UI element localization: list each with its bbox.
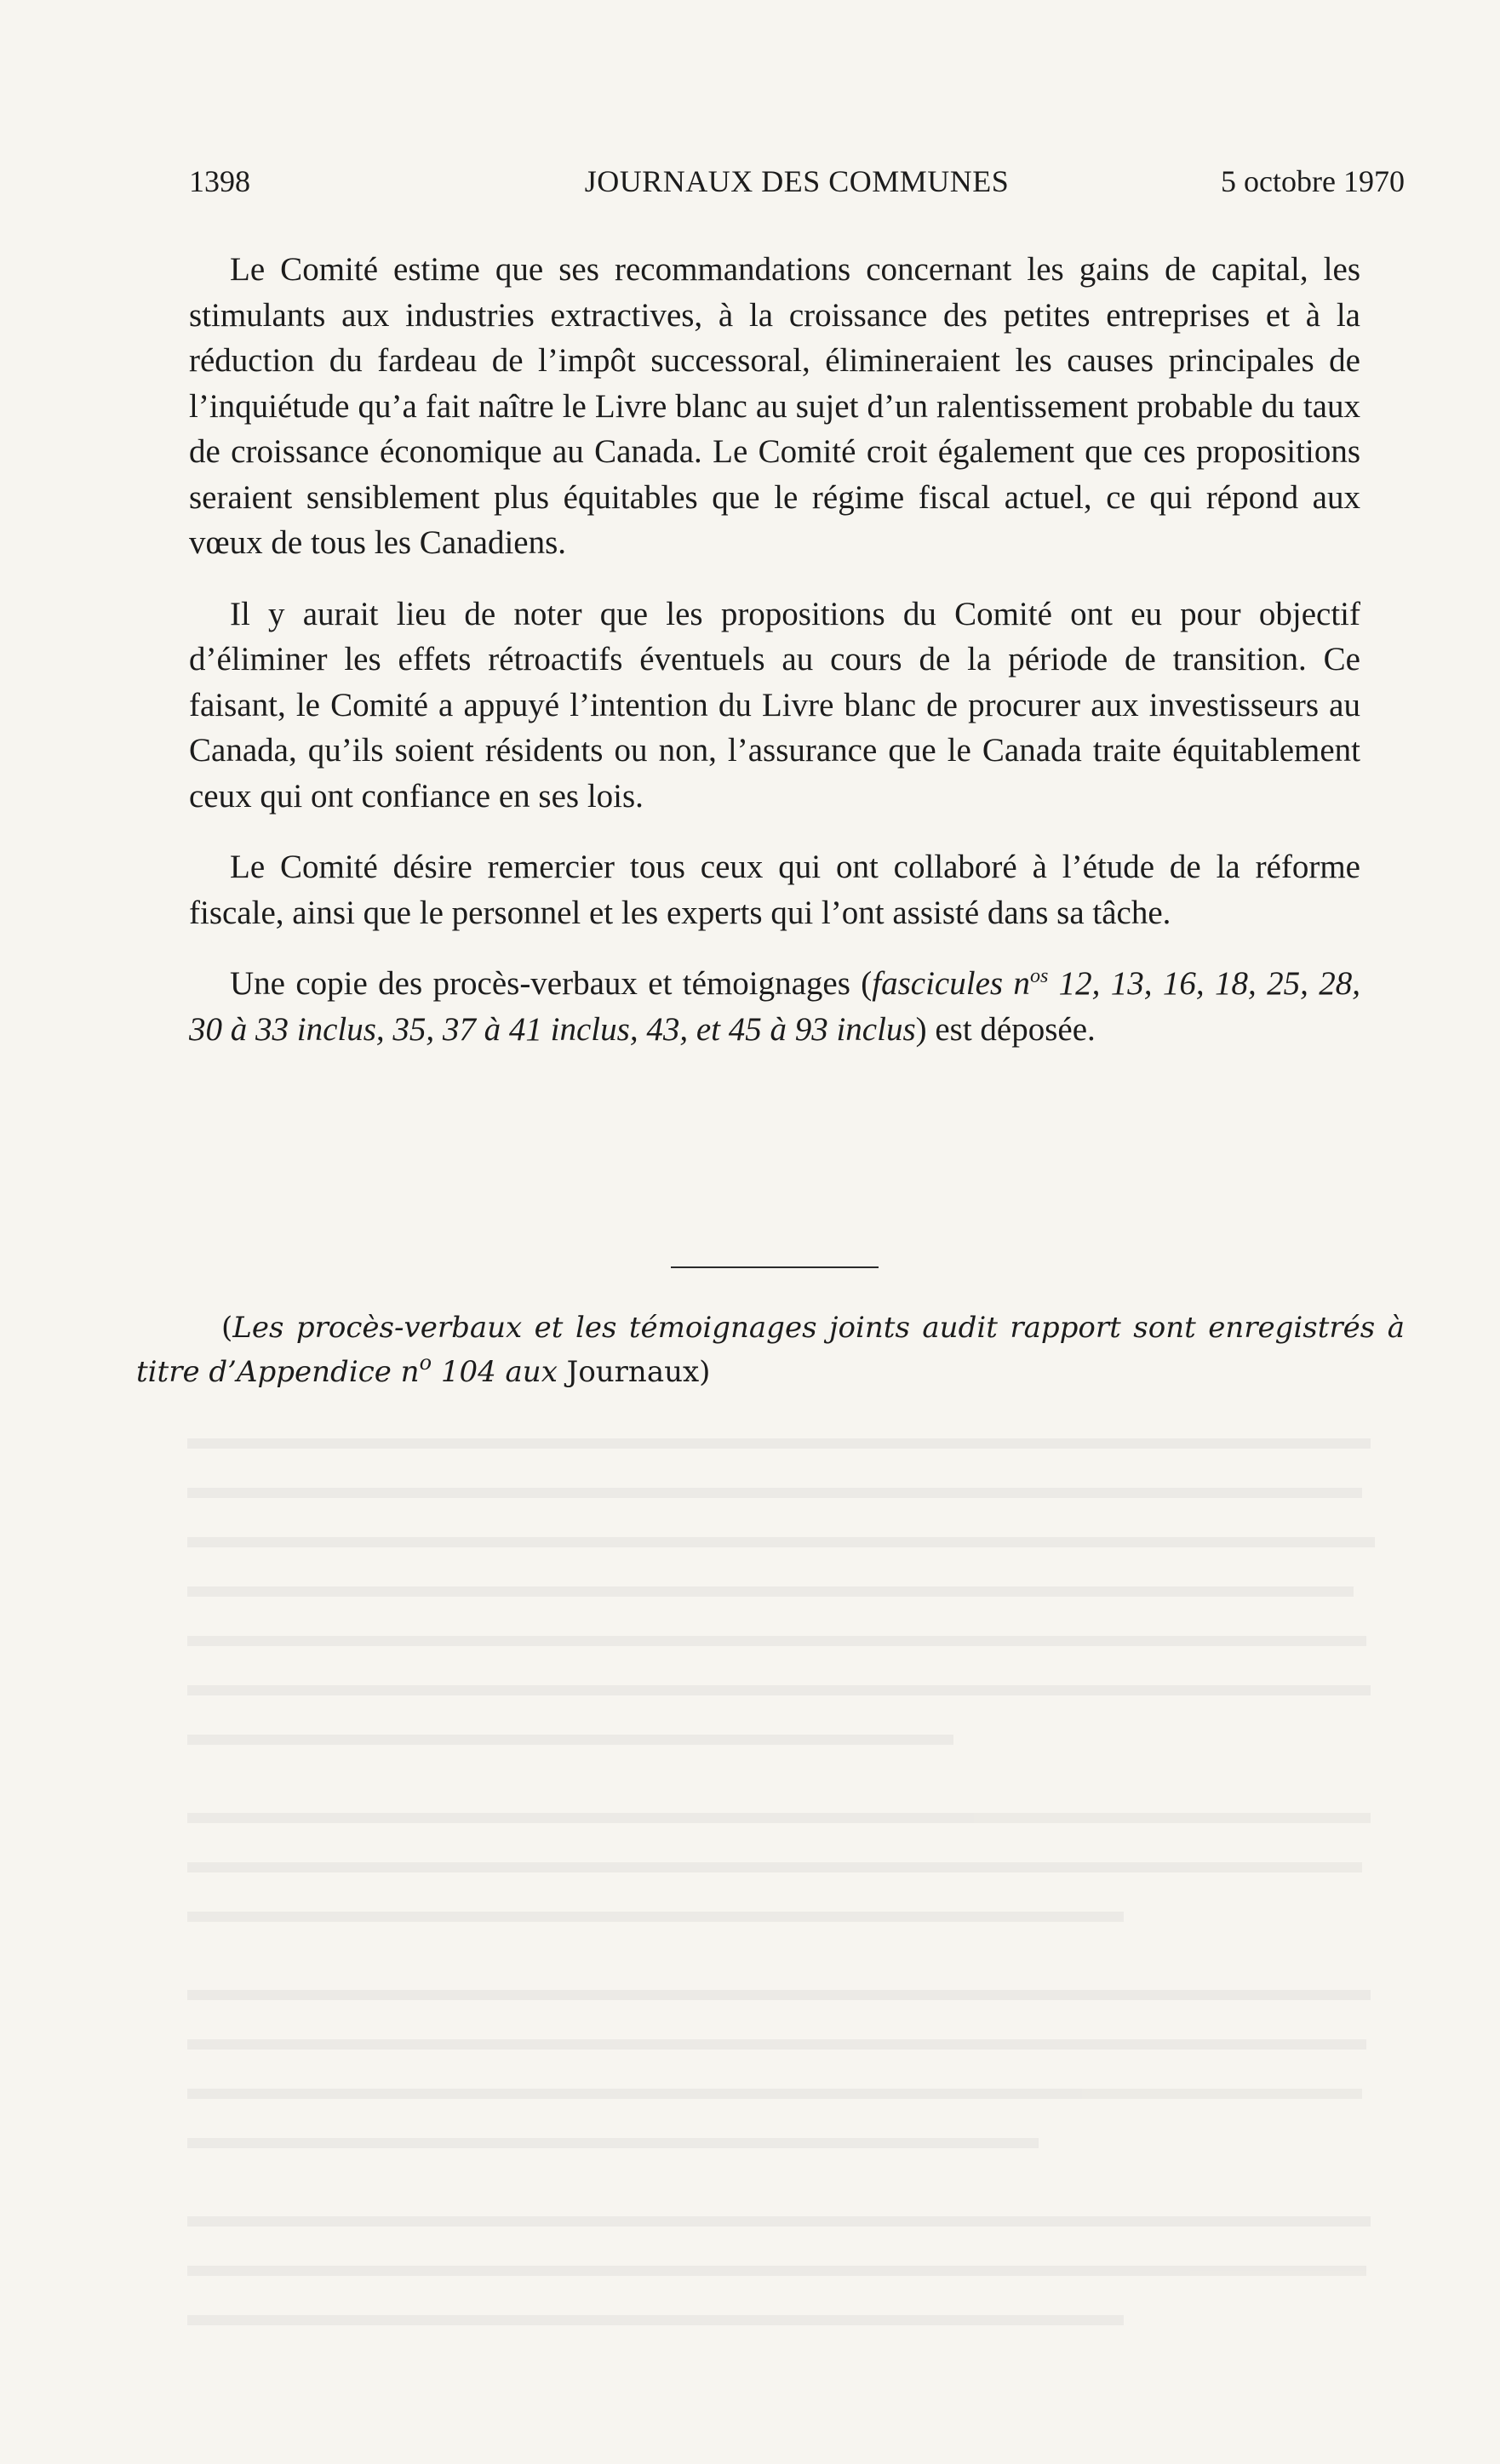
appendix-journaux-text: Journaux) [557,1355,711,1389]
paragraph-acknowledgements: Le Comité désire remercier tous ceux qui ont collaboré à l’étude de la réforme fiscale, ainsi que le personnel et les experts qui l’ont assisté dans sa tâche. [189,849,1360,931]
fascicules-word: fascicules n [872,965,1030,1002]
header-date: 5 octobre 1970 [1221,164,1405,198]
paragraph-recommendations: Le Comité estime que ses recommandations concernant les gains de capital, les stimulants aux industries extractives, à la croissance des petites entreprises et à la réduction du fardeau de l’impôt successoral, élimineraient les causes principales de l’inquiétude qu’a fait naître le Livre blanc au sujet d’un ralentissement probable du taux de croissance économique au Canada. Le Comité croit également que ces propositions seraient sensiblement plus équitables que le régime fiscal actuel, ce qui répond aux vœux de tous les Canadiens. [189,251,1360,561]
minutes-tail-text: ) est déposée. [915,1010,1096,1048]
paragraph-retroactive-effects: Il y aurait lieu de noter que les propositions du Comité ont eu pour objectif d’éliminer les effets rétroactifs éventuels au cours de la période de transition. Ce faisant, le Comité a appuyé l’intention du Livre blanc de procurer aux investisseurs au Canada, qu’ils soient résidents ou non, l’assurance que le Canada traite équitablement ceux qui ont confiance en ses lois. [189,595,1360,815]
appendix-italic-text: Les procès-verbaux et les témoignages joints audit rapport sont enregistrés à titre d’Appendice n [136,1311,1405,1389]
journal-title: JOURNAUX DES COMMUNES [584,164,1010,198]
appendix-number-superscript: o [419,1351,432,1375]
fascicules-list: 12, 13, 16, 18, 25, 28, 30 à 33 inclus, 35, 37 à 41 inclus, 43, et 45 à 93 inclus [189,965,1361,1048]
page-number: 1398 [189,164,250,198]
appendix-italic-text-2: 104 aux [432,1355,558,1389]
appendix-open-paren: ( [221,1311,233,1345]
appendix-note [136,1306,1405,1394]
paragraph-minutes-copy [189,961,1360,1052]
running-header [189,160,1405,203]
minutes-lead-text: Une copie des procès-verbaux et témoignages ( [230,965,873,1002]
fascicules-superscript: os [1029,965,1049,987]
report-body [189,247,1360,1052]
section-divider [671,1266,879,1268]
